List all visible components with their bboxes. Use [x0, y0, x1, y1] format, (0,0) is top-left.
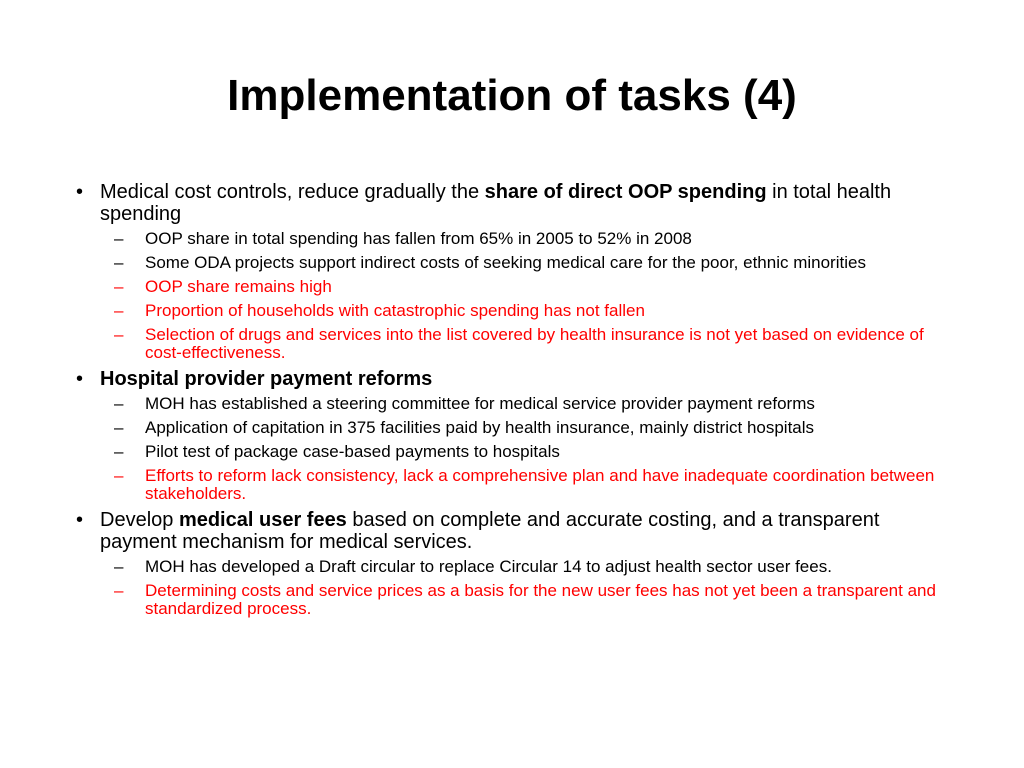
- sub-item: [76, 419, 956, 437]
- sub-item: [76, 582, 956, 618]
- dash-marker: –: [114, 229, 124, 248]
- dash-marker: –: [114, 557, 124, 576]
- bullet-text-bold: medical user fees: [178, 509, 347, 531]
- dash-marker: –: [114, 277, 124, 296]
- sub-item: [76, 558, 956, 576]
- sub-item: [76, 326, 956, 362]
- dash-marker: –: [114, 253, 124, 272]
- sub-list: [76, 558, 956, 618]
- sub-item-text: Proportion of households with catastrophic spending has not fallen: [145, 301, 645, 320]
- sub-item-text: Determining costs and service prices as a basis for the new user fees has not yet been a transparent and standardized process.: [145, 581, 936, 618]
- sub-item-text: Selection of drugs and services into the list covered by health insurance is not yet based on evidence of cost-effectiveness.: [145, 325, 924, 362]
- sub-item-text: Application of capitation in 375 facilities paid by health insurance, mainly district hospitals: [145, 418, 815, 437]
- sub-item: [76, 467, 956, 503]
- slide-content: [76, 181, 956, 624]
- sub-item: [76, 230, 956, 248]
- sub-item: [76, 254, 956, 272]
- sub-item-text: OOP share in total spending has fallen from 65% in 2005 to 52% in 2008: [145, 229, 692, 248]
- bullet-text-pre: Develop: [100, 509, 179, 531]
- sub-item: [76, 278, 956, 296]
- sub-item-text: Some ODA projects support indirect costs of seeking medical care for the poor, ethnic minorities: [145, 253, 866, 272]
- bullet-text: [100, 181, 891, 225]
- dash-marker: –: [114, 325, 124, 344]
- bullet-item: [76, 181, 956, 225]
- bullet-text: [100, 509, 879, 553]
- dash-marker: –: [114, 418, 124, 437]
- bullet-marker: •: [76, 509, 84, 531]
- dash-marker: –: [114, 581, 124, 600]
- sub-item-text: OOP share remains high: [145, 277, 332, 296]
- sub-list: [76, 395, 956, 503]
- sub-list: [76, 230, 956, 362]
- sub-item-text: Pilot test of package case-based payments to hospitals: [145, 442, 560, 461]
- dash-marker: –: [114, 442, 124, 461]
- dash-marker: –: [114, 466, 124, 485]
- sub-item: [76, 443, 956, 461]
- bullet-text: [100, 368, 432, 390]
- dash-marker: –: [114, 394, 124, 413]
- sub-item-text: MOH has established a steering committee for medical service provider payment reforms: [145, 394, 815, 413]
- bullet-text-bold: Hospital provider payment reforms: [100, 368, 433, 390]
- bullet-text-pre: Medical cost controls, reduce gradually the: [100, 181, 485, 203]
- bullet-text-post: in total health spending: [100, 181, 892, 225]
- sub-item-text: Efforts to reform lack consistency, lack a comprehensive plan and have inadequate coordination between stakeholders.: [145, 466, 935, 503]
- sub-item: [76, 302, 956, 320]
- sub-item: [76, 395, 956, 413]
- bullet-text-post: based on complete and accurate costing, and a transparent payment mechanism for medical services.: [100, 509, 880, 553]
- bullet-item: [76, 368, 956, 390]
- bullet-item: [76, 509, 956, 553]
- dash-marker: –: [114, 301, 124, 320]
- bullet-text-bold: share of direct OOP spending: [484, 181, 767, 203]
- bullet-marker: •: [76, 368, 84, 390]
- bullet-marker: •: [76, 181, 84, 203]
- slide-title: Implementation of tasks (4): [227, 71, 797, 120]
- sub-item-text: MOH has developed a Draft circular to replace Circular 14 to adjust health sector user fees.: [145, 557, 832, 576]
